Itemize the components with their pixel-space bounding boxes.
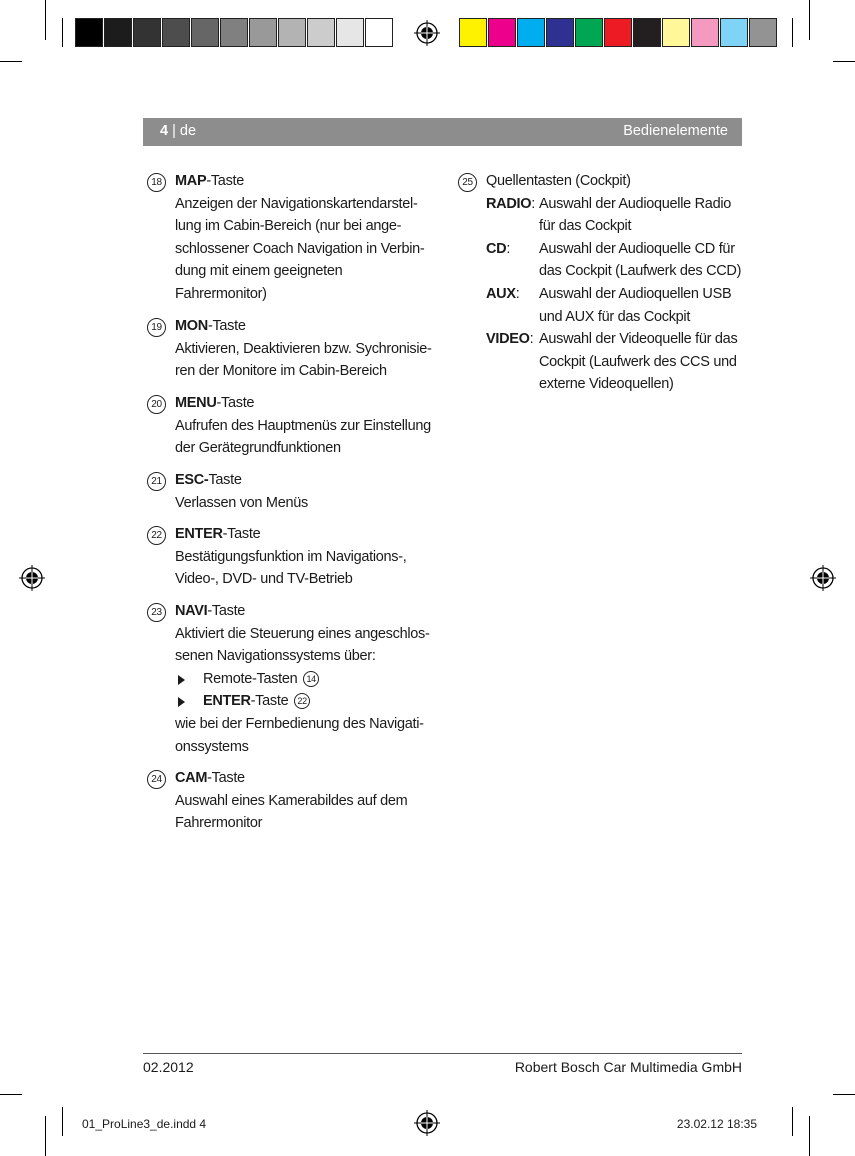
header-lang: de [179, 123, 197, 139]
control-entry [143, 392, 443, 460]
color-swatch [517, 18, 545, 47]
bullet-text: -Taste [250, 693, 293, 710]
entry-text-line: onssystems [175, 738, 249, 755]
key-name: MAP [175, 173, 207, 189]
key-suffix: -Taste [207, 770, 245, 786]
key-name: MON [175, 318, 208, 334]
source-key-name: AUX [486, 285, 516, 302]
entry-text-line: Aktiviert die Steuerung eines angeschlos- [175, 625, 430, 642]
entry-text-line: Verlassen von Menüs [175, 494, 308, 511]
entry-text-line: der Gerätegrundfunktionen [175, 440, 341, 457]
header-separator: | [168, 123, 180, 139]
source-key-description: externe Videoquellen) [539, 376, 674, 393]
entry-text-line: schlossener Coach Navigation in Verbin- [175, 240, 425, 257]
triangle-bullet-icon [178, 697, 185, 707]
item-number-badge: 19 [147, 318, 166, 337]
item-number-badge: 22 [147, 526, 166, 545]
source-key-name: VIDEO [486, 331, 530, 348]
key-colon: : [515, 285, 520, 302]
reference-number-badge: 14 [303, 671, 319, 687]
source-key-row [486, 328, 746, 396]
color-swatch [546, 18, 574, 47]
entry-text-line: Auswahl eines Kamerabildes auf dem [175, 792, 408, 809]
gray-swatch [249, 18, 277, 47]
entry-heading [175, 315, 443, 338]
crop-mark [62, 18, 63, 47]
entry-heading [175, 767, 443, 790]
source-key-row [486, 238, 746, 283]
entry-text-line: Fahrermonitor [175, 815, 263, 832]
key-colon: : [531, 195, 535, 212]
key-colon: : [529, 331, 534, 348]
entry-text-line: Fahrermonitor) [175, 285, 267, 302]
entry-text-line: lung im Cabin-Bereich (nur bei ange- [175, 218, 402, 235]
source-key-label [486, 283, 519, 306]
item-number-badge: 23 [147, 603, 166, 622]
color-swatch [575, 18, 603, 47]
crop-mark [62, 1107, 63, 1136]
gray-swatch [307, 18, 335, 47]
key-suffix: -Taste [222, 526, 261, 542]
gray-swatch [220, 18, 248, 47]
entry-text-line: Aufrufen des Hauptmenüs zur Einstellung [175, 417, 431, 434]
key-name: ENTER [175, 526, 223, 542]
footer-date: 02.2012 [143, 1059, 194, 1075]
source-key-description: für das Cockpit [539, 218, 632, 235]
control-entry [143, 170, 443, 306]
key-suffix: -Taste [207, 603, 246, 619]
item-number-badge: 24 [147, 770, 166, 789]
source-key-row [486, 283, 746, 328]
footer-company: Robert Bosch Car Multimedia GmbH [514, 1059, 742, 1075]
crop-mark [45, 0, 46, 40]
gray-swatch [75, 18, 103, 47]
gray-swatch [104, 18, 132, 47]
control-entry [143, 767, 443, 835]
item-number-badge: 20 [147, 395, 166, 414]
entry-heading [175, 469, 443, 492]
color-swatch [662, 18, 690, 47]
gray-swatch [162, 18, 190, 47]
gray-swatch [191, 18, 219, 47]
crop-mark [0, 1094, 22, 1095]
source-key-name: RADIO [486, 195, 532, 212]
key-name: ENTER [203, 693, 251, 710]
crop-mark [809, 0, 810, 40]
source-key-description: Cockpit (Laufwerk des CCS und [539, 353, 737, 370]
source-key-row [486, 193, 746, 238]
source-key-description: Auswahl der Audioquellen USB [539, 285, 732, 302]
entry-text-line: dung mit einem geeigneten [175, 263, 343, 280]
color-swatch [604, 18, 632, 47]
key-suffix: -Taste [216, 395, 255, 411]
key-name: CAM [175, 770, 208, 786]
slug-filename: 01_ProLine3_de.indd 4 [82, 1117, 207, 1131]
control-entry [143, 600, 443, 758]
entry-text-line: Video-, DVD- und TV-Betrieb [175, 571, 353, 588]
entry-heading [175, 392, 443, 415]
item-number-badge: 25 [458, 173, 477, 192]
key-suffix: Taste [208, 472, 242, 488]
gray-swatch [365, 18, 393, 47]
entry-text-line: ren der Monitore im Cabin-Bereich [175, 363, 387, 380]
gray-swatch [278, 18, 306, 47]
key-name: MENU [175, 395, 217, 411]
key-suffix: -Taste [207, 318, 246, 334]
source-key-description: Auswahl der Audioquelle CD für [539, 240, 735, 257]
page-number: 4 [160, 123, 169, 139]
entry-text-line: wie bei der Fernbedienung des Navigati- [175, 715, 424, 732]
entry-heading [175, 170, 443, 193]
header-page-info [160, 123, 196, 139]
entry-text-line: Anzeigen der Navigationskartendarstel- [175, 195, 418, 212]
entry-text-line: senen Navigationssystems über: [175, 648, 376, 665]
control-entry [143, 523, 443, 591]
entry-heading [175, 600, 443, 623]
gray-swatch [133, 18, 161, 47]
source-keys-section [462, 170, 746, 396]
crop-mark [833, 1094, 855, 1095]
crop-mark [809, 1116, 810, 1156]
key-colon: : [506, 240, 511, 257]
crop-mark [833, 61, 855, 62]
registration-mark-icon [414, 20, 440, 46]
reference-number-badge: 22 [294, 693, 310, 709]
key-name: ESC- [175, 472, 209, 488]
crop-mark [45, 1116, 46, 1156]
source-key-description: das Cockpit (Laufwerk des CCD) [539, 263, 742, 280]
footer-divider [143, 1053, 742, 1054]
bullet-item [175, 668, 443, 691]
gray-swatch [336, 18, 364, 47]
crop-mark [0, 61, 22, 62]
color-swatch [633, 18, 661, 47]
entry-heading [175, 523, 443, 546]
section-title: Bedienelemente [623, 123, 728, 139]
source-key-name: CD [486, 240, 507, 257]
source-key-label [486, 193, 535, 216]
color-swatch [488, 18, 516, 47]
control-entry [143, 469, 443, 514]
registration-mark-icon [810, 565, 836, 591]
bullet-text: Remote-Tasten [203, 670, 302, 687]
registration-mark-icon [19, 565, 45, 591]
registration-mark-icon [414, 1110, 440, 1136]
source-keys-title: Quellentasten (Cockpit) [486, 173, 631, 189]
source-key-label [486, 238, 510, 261]
color-swatch [720, 18, 748, 47]
crop-mark [792, 18, 793, 47]
key-name: NAVI [175, 603, 208, 619]
triangle-bullet-icon [178, 675, 185, 685]
source-key-description: Auswahl der Videoquelle für das [539, 331, 738, 348]
page-header [143, 118, 742, 146]
item-number-badge: 21 [147, 472, 166, 491]
color-swatch [749, 18, 777, 47]
source-key-description: Auswahl der Audioquelle Radio [539, 195, 732, 212]
entry-text-line: Aktivieren, Deaktivieren bzw. Sychronisie- [175, 340, 432, 357]
item-number-badge: 18 [147, 173, 166, 192]
key-suffix: -Taste [206, 173, 245, 189]
control-entry [143, 315, 443, 383]
color-swatch [691, 18, 719, 47]
slug-timestamp: 23.02.12 18:35 [676, 1117, 757, 1131]
crop-mark [792, 1107, 793, 1136]
source-key-description: und AUX für das Cockpit [539, 308, 691, 325]
source-key-label [486, 328, 533, 351]
entry-text-line: Bestätigungsfunktion im Navigations-, [175, 548, 407, 565]
bullet-item [175, 690, 443, 713]
color-swatch [459, 18, 487, 47]
